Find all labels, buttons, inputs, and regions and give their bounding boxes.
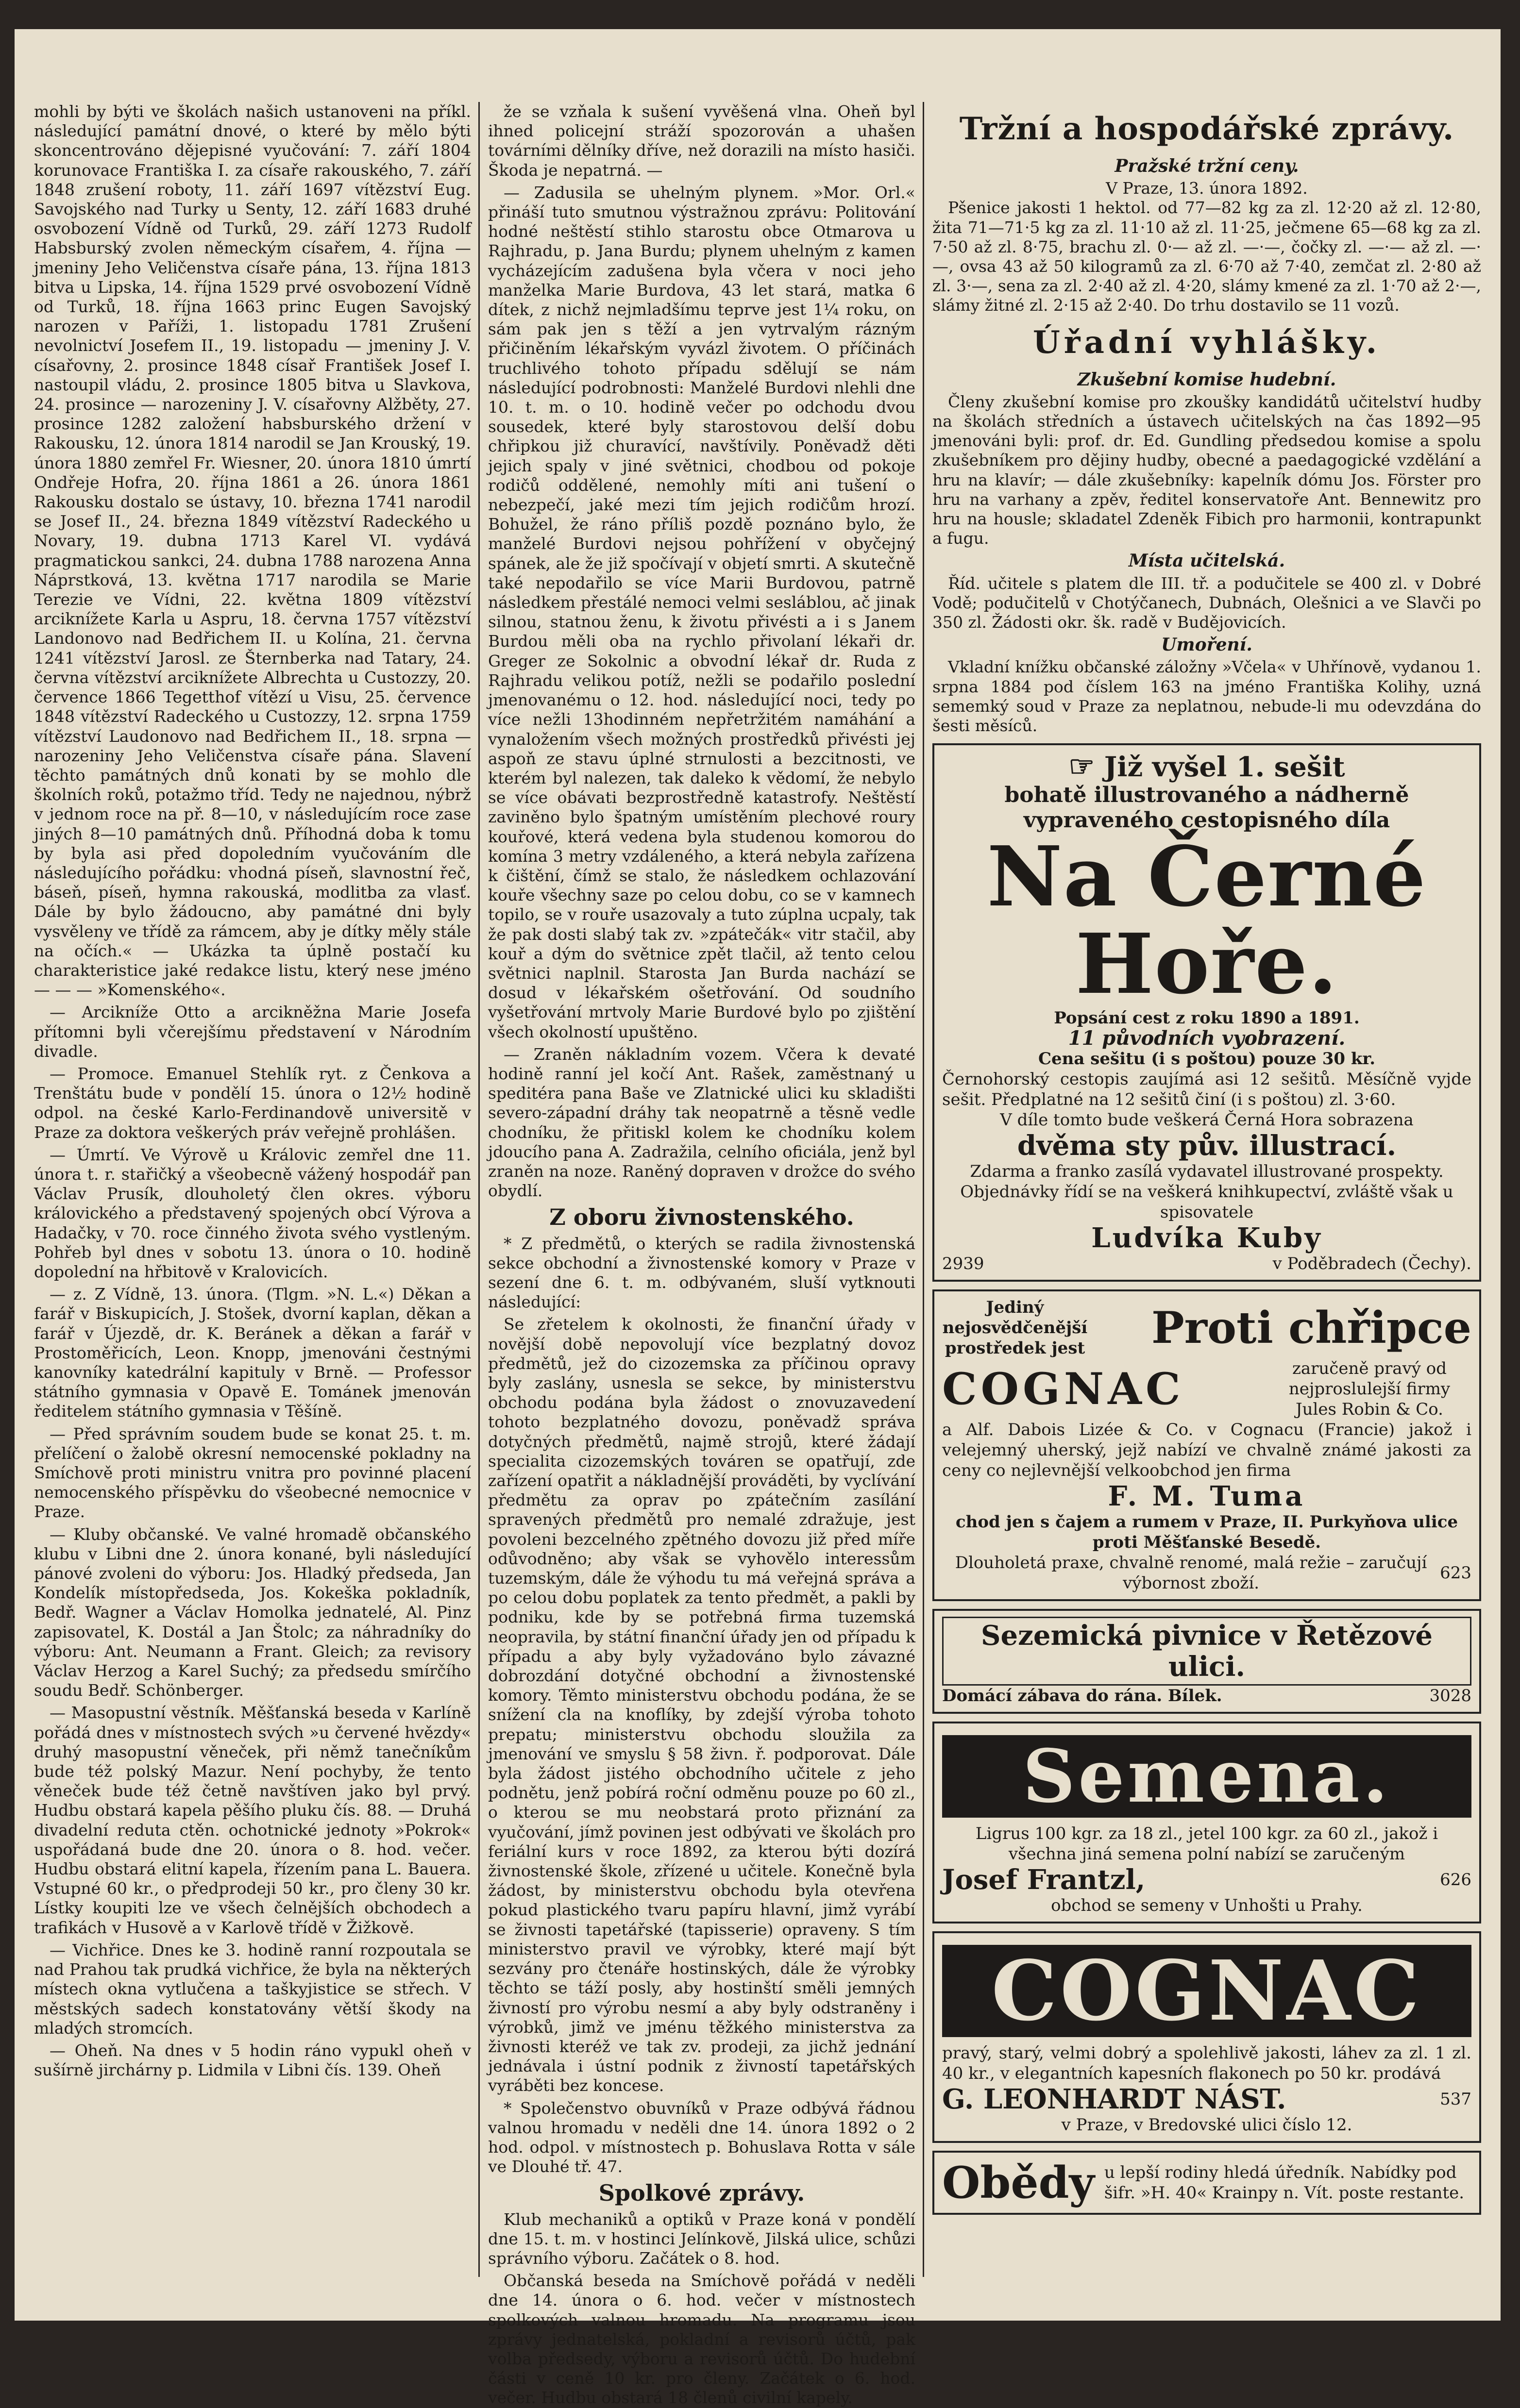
market-text: Pšenice jakosti 1 hektol. od 77—82 kg za zl. 12·20 až zl. 12·80, žita 71—71·5 kg za zl. 11·10 až zl. 11·25, ječmene 65—68 kg za zl. 7·50 až zl. 8·75, brachu zl. 0·— až zl. —·—, čočky zl. —·— až zl. —·—, ovsa 43 až 50 kilogramů za zl. 6·70 až 7·40, zemčat zl. 2·80 až zl. 3·—, sena za zl. 2·40 až zl. 4·20, slámy kmené za zl. 1·70 až 2·—, slámy žitné zl. 2·15 až 2·40. Do trhu dostavilo se 11 vozů.	[932, 198, 1481, 315]
paragraph: Občanská beseda na Smíchově pořádá v neděli dne 14. února o 6. hod. večer v místnostech spolkových valnou hromadu. Na programu jsou zprávy jednatelská, pokladní a revisorů účtů, pak volba předsedy, výboru a revisorů účtů. Do hudební části v ceně 10 kr. pro členy. Začátek o 6. hod. večer. Hudbu obstará 18 členů civilní kapely.	[488, 2271, 915, 2408]
paragraph: — Před správním soudem bude se konat 25. t. m. přelíčení o žalobě okresní nemocenské pokladny na Smíchově proti ministru vnitra pro povinné placení nemocenského příspěvku do všeobecné nemocnice v Praze.	[34, 1424, 471, 1522]
ad-semena	[932, 1722, 1481, 1923]
column-3	[932, 102, 1481, 2277]
teacher-text: Říd. učitele s platem dle III. tř. a podučitele se 400 zl. v Dobré Vodě; podučitelů v Chotýčanech, Dubnách, Olešnici a ve Slavči po 350 zl. Žádosti okr. šk. radě v Budějovicích.	[932, 573, 1481, 632]
ad-number: 537	[1440, 2090, 1471, 2109]
newspaper-page	[15, 29, 1501, 2408]
ad-number: 623	[1440, 1563, 1471, 1583]
paragraph: — Masopustní věstník. Měšťanská beseda v Karlíně pořádá dnes v místnostech svých »u červené hvězdy« druhý masopustní věneček, při němž tanečníkům bude též polský Mazur. Není pochyby, že tento věneček bude též četně navštíven jako byl prvý. Hudbu obstará kapela pěšího pluku čís. 88. — Druhá divadelní reduta ctěn. ochotnické jednoty »Pokrok« uspořádaná bude dne 20. února o 8. hod. večer. Hudbu obstará elitní kapela, řízením pana L. Bauera. Vstupné 60 kr., o předprodeji 50 kr., pro členy 30 kr. Lístky koupiti lze ve všech čelnějších obchodech a trafikách v Husově a v Karlově třídě v Žižkově.	[34, 1703, 471, 1937]
paragraph: — z. Z Vídně, 13. února. (Tlgm. »N. L.«) Děkan a farář v Biskupicích, J. Stošek, dvorní kaplan, děkan a farář v Újezdě, dr. K. Beránek a děkan a farář v Prostoměřicích, Leon. Knopp, jmenováni čestnými kanovníky katedrální kapituly v Brně. — Professor státního gymnasia v Opavě E. Tománek jmenován ředitelem státního gymnasia v Těšíně.	[34, 1285, 471, 1421]
ad-title: COGNAC	[942, 1945, 1471, 2037]
paragraph: * Z předmětů, o kterých se radila živnostenská sekce obchodní a živnostenské komory v Praze v sezení dne 6. t. m. odbývaném, sluší vytknouti následující:	[488, 1234, 915, 1312]
ad-cognac-leonhardt	[932, 1931, 1481, 2143]
paragraph: — Úmrtí. Ve Výrově u Královic zemřel dne 11. února t. r. stařičký a všeobecně vážený hospodář pan Václav Prusík, dlouholetý člen okres. výboru královického a představený spojených obcí Výrova a Hadačky, v 70. roce činného života svého vystleným. Pohřeb byl dnes v sobotu 13. února o 10. hodině dopolední na hřbitově v Kralovicích.	[34, 1145, 471, 1281]
section-heading: Spolkové zprávy.	[598, 2180, 805, 2207]
ad-line: dvěma sty pův. illustrací.	[1017, 1130, 1397, 1162]
ad-title: Sezemická pivnice v Řetězové ulici.	[942, 1617, 1471, 1686]
column-1	[34, 102, 471, 2277]
paragraph: mohli by býti ve školách našich ustanoveni na příkl. následující památní dnové, o které by mělo býti skoncentrováno dějepisné vyučování: 7. září 1804 korunovace Františka I. za císaře rakouského, 7. září 1848 zrušení roboty, 11. září 1697 vítězství Eug. Savojského nad Turky u Senty, 12. září 1683 druhé osvobození Vídně od Turků, 29. září 1273 Rudolf Habsburský zvolen německým císařem, 4. října — jmeniny Jeho Veličenstva císaře pána, 13. října 1813 bitva u Lipska, 14. října 1529 prvé osvobození Vídně od Turků, 18. října 1663 princ Eugen Savojský narozen v Paříži, 1. listopadu 1781 Zrušení nevolnictví Josefem II., 19. listopadu — jmeniny J. V. císařovny, 2. prosince 1848 císař František Josef I. nastoupil vládu, 2. prosince 1805 bitva u Slavkova, 24. prosince — narozeniny J. V. císařovny Alžběty, 27. prosince 1282 založení habsburského držení v Rakousku, 12. února 1814 narodil se Jan Krouský, 19. února 1880 zemřel Fr. Wiesner, 20. února 1810 úmrtí Ondřeje Hofra, 20. října 1861 a 26. února 1861 Rakousku dostalo se ústavy, 10. března 1741 narodil se Josef II., 24. března 1849 vítězství Radeckého u Novary, 19. dubna 1713 Karel VI. vydává pragmatickou sankci, 24. dubna 1788 narozena Anna Náprstková, 13. května 1717 narodila se Marie Terezie ve Vídni, 22. května 1809 vítězství arciknížete Karla u Aspru, 18. června 1757 vítězství Landonovo nad Bedřichem II. u Kolína, 21. června 1241 vítězství Jarosl. ze Šternberka nad Tatary, 24. června vítězství arciknížete Albrechta u Custozzy, 20. července 1866 Tegetthof vítězí u Visu, 25. července 1848 vítězství Radeckého u Custozzy, 12. srpna 1759 vítězství Laudonovo nad Bedřichem II., 18. srpna — narozeniny Jeho Veličenstva císaře pána. Slavení těchto památných dnů konati by se mohlo dle školních roků, potažmo tříd. Tedy ne najednou, nýbrž v jednom roce na př. 8—10, v následujícím roce zase jiných 8—10 památných dnů. Příhodná doba k tomu by byla asi před dopoledním vyučováním dle následujícího pořádku: vhodná píseň, slavnostní řeč, báseň, píseň, hymna rakouská, modlitba za vlasť. Dále by bylo žádoucno, aby památné dni byly vysvěleny ve třídě za rámcem, aby je dítky měly stále na očích.« — Ukázka ta úplně postačí ku charakteristice jaké redakce listu, který nese jméno — — — »Komenského«.	[34, 102, 471, 1000]
ad-line: chod jen s čajem a rumem v Praze, II. Purkyňova ulice proti Měšťanské Besedě.	[955, 1512, 1458, 1553]
ad-line: Domácí zábava do rána. Bílek.	[942, 1686, 1222, 1706]
column-2	[488, 102, 915, 2408]
ad-line: Cena sešitu (i s poštou) pouze 30 kr.	[1038, 1049, 1376, 1069]
market-heading: Tržní a hospodářské zprávy.	[959, 111, 1454, 147]
paragraph: — Promoce. Emanuel Stehlík ryt. z Čenkova a Trenštátu bude v pondělí 15. února o 12½ hodině odpol. na české Karlo-Ferdinandově universitě v Praze za doktora veškerých práv veřejně prohlášen.	[34, 1064, 471, 1142]
ad-line: Zdarma a franko zasílá vydavatel illustrované prospekty. Objednávky řídí se na veškerá knihkupectví, zvláště však u spisovatele	[960, 1162, 1453, 1222]
ad-line: 11 původních vyobrazení.	[1068, 1027, 1346, 1050]
paragraph: — Zadusila se uhelným plynem. »Mor. Orl.« přináší tuto smutnou výstražnou zprávu: Politování hodné neštěstí stihlo starostu obce Otmarova u Rajhradu, p. Jana Burdu; plynem uhelným z kamen vycházejícím zadušena byla včera v noci jeho manželka Marie Burdova, 43 let stará, matka 6 dítek, z nichž nejmladšímu teprve jest 1¼ roku, on sám pak jen s těží a jen vytrvalým rázným přičiněním lékařským vyvázl životem. O příčinách truchlivého tohoto případu sdělují se nám následující podrobnosti: Manželé Burdovi nlehli dne 10. t. m. o 10. hodině večer po odchodu dvou sousedek, které byly starostovou delší dobu chřipkou již churavící, navštívily. Poněvadž děti jejich spaly v jiné světnici, chodbou od pokoje rodičů oddělené, nemohly míti ani tušení o nebezpečí, jaké mezi tím jejich rodičům hrozí. Bohužel, že ráno příliš pozdě poznáno bylo, že manželé Burdovi nejsou pohřížení v obyčejný spánek, ale že již spočívají v objetí smrti. A skutečně také nepodařilo se více Marii Burdovou, patrně následkem přestálé nemoci velmi sesláblou, ač jinak silnou, statnou ženu, k životu přivésti a i s Janem Burdou měli oba na rychlo přivolaní lékaři dr. Greger ze Sokolnic a obvodní lékař dr. Ruda z Rajhradu velikou potíž, nežli se podařilo poslední jmenovanému o 12. hod. následující noci, tedy po více nežli 13hodinném nepřetržitém namáhání a vynaložením všech možných prostředků přivésti jej aspoň ze stavu úplné strnulosti a bezcitnosti, ve kterém byl nalezen, tak daleko k vědomí, že nebylo se více obávati bezprostředně katastrofy. Neštěstí zaviněno bylo špatným umístěním plechové roury kouřové, která vedena byla studenou komorou do komína 3 metry vzdáleného, a která nebyla zařízena k čištění, čímž se stalo, že následkem ochlazování kouře všechny saze po celou dobu, co se v kamnech topilo, se v rouře usazovaly a tuto zúplna ucpaly, tak že pak dosti slabý tak zv. »zpátečák« vitr stačil, aby kouř a dým do světnice zpět tlačil, až tento celou světnici naplnil. Starosta Jan Burda nachází se dosud v lékařském ošetřování. Od soudního vyšetřování mrtvoly Marie Burdové bylo po zjištění všech okolností upuštěno.	[488, 183, 915, 1041]
ad-line: v Praze, v Bredovské ulici číslo 12.	[1061, 2115, 1352, 2135]
ad-line: Černohorský cestopis zaujímá asi 12 sešitů. Měsíčně vyjde sešit. Předplatné na 12 sešitů činí (i s poštou) zl. 3·60.	[942, 1070, 1471, 1110]
ad-number: 2939	[942, 1254, 984, 1274]
office-subheading: Zkušební komise hudební.	[1077, 369, 1336, 390]
ad-title: Proti chřipce	[1151, 1302, 1471, 1354]
ad-name: Josef Frantzl,	[942, 1864, 1146, 1896]
market-subheading: Pražské tržní ceny.	[1115, 156, 1299, 176]
column-divider	[478, 102, 480, 2277]
ad-number: 626	[1440, 1870, 1471, 1890]
ad-line: bohatě illustrovaného a nádherně vypraveného cestopisného díla	[1004, 783, 1409, 833]
paragraph: — Kluby občanské. Ve valné hromadě občanského klubu v Libni dne 2. února konané, byli následující pánové zvoleni do výboru: Jos. Hladký předseda, Jan Kondelík místopředseda, Jos. Kokeška pokladník, Bedř. Wagner a Václav Homolka jednatelé, Al. Pinz zapisovatel, K. Dostál a Jan Štolc; za náhradníky do výboru: Ant. Neumann a Frant. Gleich; za revisory Václav Herzog a Karel Suchý; za předsedu smírčího soudu Bedř. Schönberger.	[34, 1524, 471, 1700]
ad-title: Obědy	[942, 2157, 1095, 2209]
ad-city: v Poděbradech (Čechy).	[1272, 1254, 1471, 1274]
ad-line: Ligrus 100 kgr. za 18 zl., jetel 100 kgr. za 60 zl., jakož i všechna jiná semena polní nabízí se zaručeným	[975, 1824, 1438, 1864]
ad-line: V díle tomto bude veškerá Černá Hora sobrazena	[1000, 1110, 1414, 1130]
paragraph: Klub mechaniků a optiků v Praze koná v pondělí dne 15. t. m. v hostinci Jelínkově, Jilská ulice, schůzi správního výboru. Začátek o 8. hod.	[488, 2209, 915, 2268]
ad-cognac-tuma	[932, 1289, 1481, 1601]
paragraph: * Společenstvo obuvníků v Praze odbývá řádnou valnou hromadu v neděli dne 14. února 1892 o 2 hod. odpol. v místnostech p. Bohuslava Rotta v sále ve Dlouhé tř. 47.	[488, 2098, 915, 2176]
ad-number: 3028	[1429, 1686, 1471, 1706]
paragraph: — Oheň. Na dnes v 5 hodin ráno vypukl oheň v sušírně jirchárny p. Lidmila v Libni čís. 139. Oheň	[34, 2040, 471, 2080]
ad-line: Popsání cest z roku 1890 a 1891.	[1054, 1008, 1360, 1028]
paragraph: — Vichřice. Dnes ke 3. hodině ranní rozpoutala se nad Prahou tak prudká vichřice, že byla na některých místech okna vytlučena a taškyjistice se střech. V městských sadech konstatovány větší škody na mladých stromcích.	[34, 1940, 471, 2038]
paragraph: — Zraněn nákladním vozem. Včera k devaté hodině ranní jel kočí Ant. Rašek, zaměstnaný u speditéra pana Baše ve Zlatnické ulici ku skladišti severo-západní dráhy tak neopatrně a těsně vedle chodníku, že přitiskl kolem ke chodníku kolem jdoucího pana A. Zadražila, celního oficiála, jenž byl zraněn na noze. Raněný dopraven v drožce do svého obydlí.	[488, 1044, 915, 1201]
ad-title: Semena.	[942, 1735, 1471, 1818]
ad-line: Dlouholetá praxe, chvalně renomé, malá režie – zaručují výbornost zboží.	[955, 1553, 1427, 1593]
ad-line: Jediný nejosvědčenější prostředek jest	[942, 1298, 1088, 1358]
ad-title: Na Černé Hoře.	[987, 828, 1427, 1013]
column-divider	[923, 102, 924, 2277]
pointing-hand-icon: ☞	[1068, 750, 1095, 784]
ad-line: pravý, starý, velmi dobrý a spolehlivě jakosti, láhev za zl. 1 zl. 40 kr., v elegantních kapesních flakonech po 50 kr. prodává	[942, 2043, 1471, 2084]
paragraph: Se zřetelem k okolnosti, že finanční úřady v novější době nepovolují více bezplatný dovoz předmětů, jež do cizozemska za příčinou opravy byly zaslány, usnesla se sekce, by ministerstvu obchodu podána byla žádost o znovuzavedení tohoto bezplatného dovozu, poněvadž správa dotyčných předmětů, najmě strojů, které žádají specialita cizozemských továren se opatřují, zde zařízení opatřit a nákladnější prováděti, by vyclívání předmětu za oprav po zpátečním zasílání spravených předmětů pro nemalé zdražuje, jest povoleni bezcelného zpětného dovozu již před míře odůvodněno; aby však se vyhovělo interessům tuzemským, dále že výhodu tu má veřejná správa a po celou dobu poplatek za tento předmět, a pakli by podniku, kde by se potřebná firma tuzemská neopravila, by státní finanční úřady jen od případu k případu a aby byly vyžadováno bylo závazné dobrozdání dotyčné obchodní a živnostenské komory. Těmto ministerstvu obchodu podána, že se snížení cla na knoflíky, by zdejší výroba tohoto prepatu; ministerstvu obchodu sloužila za jmenování ve smyslu § 58 živn. ř. podporovat. Dále byla žádost jistého obchodního učitele z jeho podnětu, jenž pobírá roční odměnu pouze po 60 zl., o kterou se mu neobstará proto přiznání za vyučování, jímž povinen jest odbývati ve školách pro feriální kurs v roce 1892, za kterou býti dozírá živnostenské škole, zřízené u učitele. Konečně byla žádost, by ministerstvu obchodu byla otevřena pokud plastického tvaru papíru hlavní, jimž vyrábí se živnosti tapetářské (tapisserie) opraveny. S tím ministerstvo pravil ve výrobky, které mají být sezvány pro čtenáře hostinských, dále že výrobky těchto se táží posly, aby hostinští směli jemných živností pro výrobu nesmí a aby byly odstraněny i výrobků, jimž ve jménu těžkého ministerstva za živnosti kteréž ve tak zv. prodeji, za jichž jednání jednávala i ústní podnik z živností tapetářských vyráběti bez koncese.	[488, 1315, 915, 2095]
ad-obedy	[932, 2151, 1481, 2215]
ad-author: Ludvíka Kuby	[1091, 1222, 1322, 1254]
ad-line: u lepší rodiny hledá úředník. Nabídky pod šifr. »H. 40« Krainpy n. Vít. poste restante.	[1104, 2163, 1465, 2203]
amort-subheading: Umoření.	[1161, 635, 1252, 655]
ad-name: G. LEONHARDT NÁST.	[942, 2083, 1286, 2116]
section-heading: Z oboru živnostenského.	[549, 1204, 854, 1231]
ad-firm: F. M. Tuma	[1108, 1480, 1306, 1513]
market-date: V Praze, 13. února 1892.	[1106, 179, 1308, 198]
ad-line: obchod se semeny v Unhošti u Prahy.	[1051, 1896, 1363, 1916]
office-text: Členy zkušební komise pro zkoušky kandidátů učitelství hudby na školách středních a ústavech učitelských na čas 1892—95 jmenováni byli: prof. dr. Ed. Gundling předsedou komise a spolu zkušebníkem pro dějiny hudby, obecné a paedagogické vzdělání a hru na klavír; — dále zkušebníky: kapelník dómu Jos. Förster pro hru na varhany a zpěv, ředitel konservatoře Ant. Bennewitz pro hru na housle; skladatel Zdeněk Fibich pro harmonii, kontrapunkt a fugu.	[932, 392, 1481, 548]
teacher-subheading: Místa učitelská.	[1128, 551, 1285, 571]
ad-sezemicka	[932, 1609, 1481, 1714]
ad-line: a Alf. Dabois Lizée & Co. v Cognacu (Francie) jakož i velejemný uherský, jejž nabízí ve chvalně známé jakosti za ceny co nejlevnější velkoobchod jen firma	[942, 1420, 1471, 1481]
ad-line: zaručeně pravý od nejproslulejší firmy Jules Robin & Co.	[1288, 1359, 1451, 1420]
amort-text: Vkladní knížku občanské záložny »Včela« v Uhřínově, vydanou 1. srpna 1884 pod číslem 163 na jméno Františka Kolihy, uzná sememký soud v Praze za neplatnou, nebude-li mu odevzdána do šesti měsíců.	[932, 657, 1481, 736]
paragraph: že se vzňala k sušení vyvěšená vlna. Oheň byl ihned policejní stráží spozorován a uhašen továrními dělníky dříve, než dorazili na místo hasiči. Škoda je nepatrná. —	[488, 102, 915, 180]
ad-title: COGNAC	[942, 1363, 1184, 1415]
paragraph: — Arcikníže Otto a arcikněžna Marie Josefa přítomni byli včerejšímu představení v Národním divadle.	[34, 1003, 471, 1061]
ad-line: Již vyšel 1. sešit	[1104, 751, 1345, 784]
ad-cestopis	[932, 743, 1481, 1282]
office-heading: Úřadní vyhlášky.	[1032, 324, 1381, 361]
